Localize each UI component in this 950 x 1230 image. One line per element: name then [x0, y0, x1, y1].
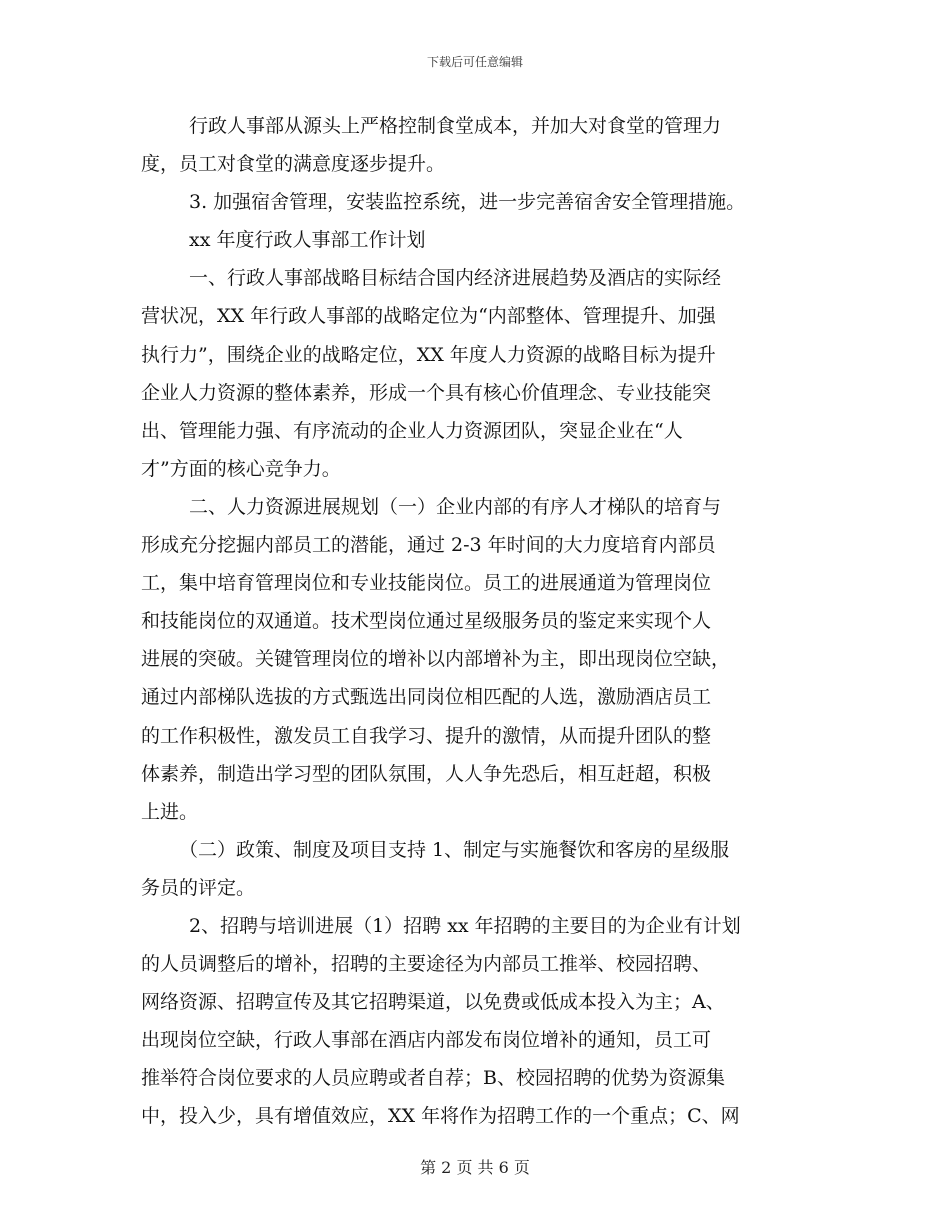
- text-line: 工，集中培育管理岗位和专业技能岗位。员工的进展通道为管理岗位: [141, 572, 712, 595]
- text-line: 通过内部梯队选拔的方式甄选出同岗位相匹配的人选，激励酒店员工: [141, 686, 712, 709]
- text-line: 营状况，XX 年行政人事部的战略定位为“内部整体、管理提升、加强: [141, 305, 716, 328]
- text-line: 二、人力资源进展规划（一）企业内部的有序人才梯队的培育与: [189, 495, 722, 518]
- text-line: 务员的评定。: [141, 876, 256, 899]
- text-line: 和技能岗位的双通道。技术型岗位通过星级服务员的鉴定来实现个人: [141, 610, 712, 633]
- page-footer: 第 2 页 共 6 页: [420, 1158, 530, 1177]
- text-line: 推举符合岗位要求的人员应聘或者自荐；B、校园招聘的优势为资源集: [141, 1067, 725, 1090]
- text-line: （二）政策、制度及项目支持 1、制定与实施餐饮和客房的星级服: [179, 838, 730, 861]
- text-line: 3. 加强宿舍管理，安装监控系统，进一步完善宿舍安全管理措施。: [189, 191, 746, 214]
- text-line: xx 年度行政人事部工作计划: [189, 229, 426, 252]
- text-line: 的工作积极性，激发员工自我学习、提升的激情，从而提升团队的整: [141, 724, 712, 747]
- text-line: 出现岗位空缺，行政人事部在酒店内部发布岗位增补的通知，员工可: [141, 1029, 712, 1052]
- text-line: 度，员工对食堂的满意度逐步提升。: [141, 153, 446, 176]
- text-line: 才”方面的核心竞争力。: [141, 457, 341, 480]
- text-line: 网络资源、招聘宣传及其它招聘渠道，以免费或低成本投入为主；A、: [141, 991, 725, 1014]
- text-line: 执行力”，围绕企业的战略定位，XX 年度人力资源的战略目标为提升: [141, 343, 716, 366]
- text-line: 进展的突破。关键管理岗位的增补以内部增补为主，即出现岗位空缺，: [141, 648, 731, 671]
- text-line: 出、管理能力强、有序流动的企业人力资源团队，突显企业在“人: [141, 419, 683, 442]
- text-line: 的人员调整后的增补，招聘的主要途径为内部员工推举、校园招聘、: [141, 953, 712, 976]
- text-line: 形成充分挖掘内部员工的潜能，通过 2-3 年时间的大力度培育内部员: [141, 534, 716, 557]
- page-header: 下载后可任意编辑: [426, 55, 523, 69]
- text-line: 行政人事部从源头上严格控制食堂成本，并加大对食堂的管理力: [189, 115, 722, 137]
- text-line: 一、行政人事部战略目标结合国内经济进展趋势及酒店的实际经: [189, 267, 722, 290]
- text-line: 企业人力资源的整体素养，形成一个具有核心价值理念、专业技能突: [141, 381, 712, 404]
- text-line: 2、招聘与培训进展（1）招聘 xx 年招聘的主要目的为企业有计划: [189, 914, 741, 937]
- text-line: 上进。: [141, 800, 199, 823]
- text-line: 体素养，制造出学习型的团队氛围，人人争先恐后，相互赶超，积极: [141, 762, 712, 785]
- document-body: [141, 107, 821, 1136]
- text-line: 中，投入少，具有增值效应，XX 年将作为招聘工作的一个重点；C、网: [141, 1105, 740, 1128]
